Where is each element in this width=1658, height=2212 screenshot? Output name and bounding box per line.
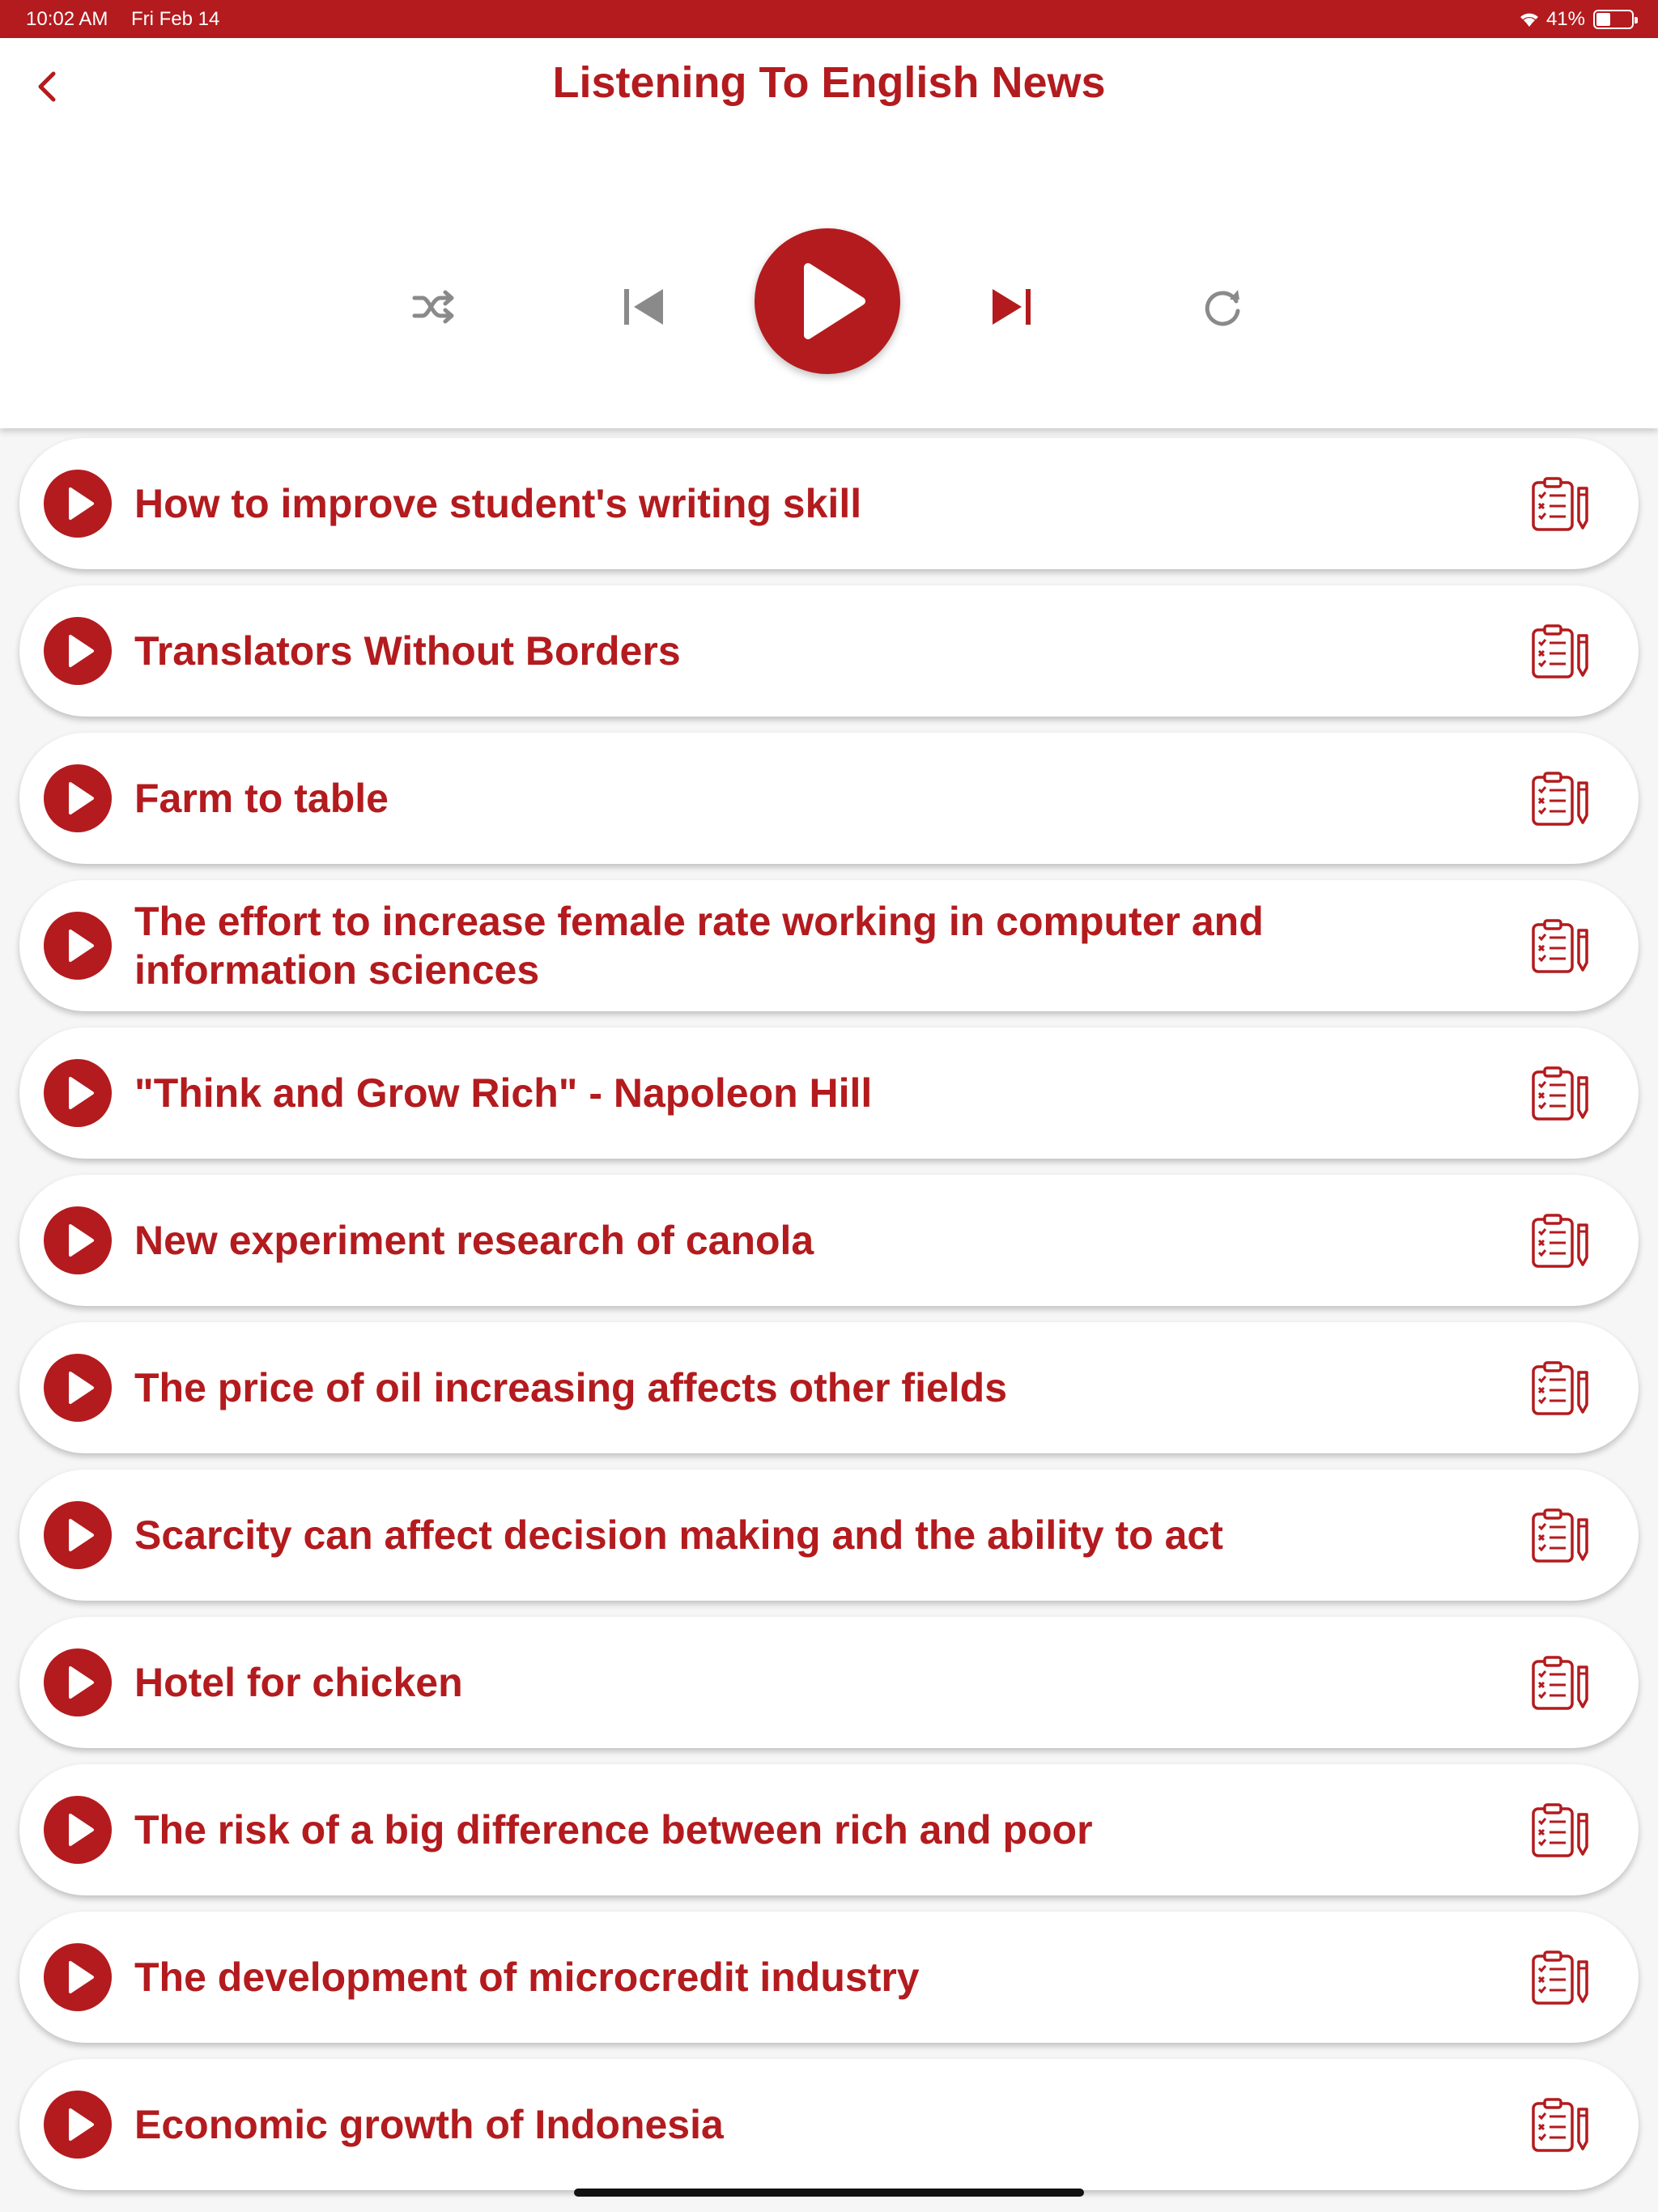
item-play-button[interactable] (44, 1501, 112, 1569)
item-play-button[interactable] (44, 1059, 112, 1127)
play-icon (44, 1943, 112, 2011)
home-indicator (574, 2189, 1084, 2197)
clipboard-quiz-icon (1528, 1803, 1593, 1860)
item-title: The effort to increase female rate working in computer and information sciences (134, 899, 1264, 993)
item-title: "Think and Grow Rich" - Napoleon Hill (134, 1070, 873, 1116)
item-play-button[interactable] (44, 2091, 112, 2159)
item-title: Farm to table (134, 776, 389, 821)
shuffle-icon (405, 279, 461, 335)
next-icon (980, 274, 1044, 339)
play-icon (44, 912, 112, 980)
play-icon (44, 1354, 112, 1422)
list-item[interactable] (19, 733, 1639, 864)
clipboard-quiz-icon (1528, 919, 1593, 976)
play-icon (44, 1501, 112, 1569)
list-item[interactable] (19, 1470, 1639, 1601)
item-play-button[interactable] (44, 617, 112, 685)
quiz-button[interactable] (1528, 1950, 1593, 2007)
clipboard-quiz-icon (1528, 2098, 1593, 2155)
list-item[interactable] (19, 880, 1639, 1011)
quiz-button[interactable] (1528, 1066, 1593, 1123)
wifi-icon (1517, 10, 1541, 29)
quiz-button[interactable] (1528, 1214, 1593, 1270)
play-icon (755, 228, 900, 374)
play-icon (44, 1059, 112, 1127)
quiz-button[interactable] (1528, 1361, 1593, 1418)
clipboard-quiz-icon (1528, 624, 1593, 681)
clipboard-quiz-icon (1528, 477, 1593, 534)
list-item[interactable] (19, 438, 1639, 569)
play-icon (44, 1796, 112, 1864)
list-item[interactable] (19, 1912, 1639, 2043)
item-play-button[interactable] (44, 1943, 112, 2011)
status-bar (0, 0, 1658, 38)
battery-fill (1596, 13, 1610, 26)
item-play-button[interactable] (44, 1354, 112, 1422)
item-title: How to improve student's writing skill (134, 481, 862, 526)
quiz-button[interactable] (1528, 1656, 1593, 1712)
item-play-button[interactable] (44, 1648, 112, 1716)
clipboard-quiz-icon (1528, 1656, 1593, 1712)
quiz-button[interactable] (1528, 919, 1593, 976)
page-title: Listening To English News (552, 58, 1106, 107)
item-title: The price of oil increasing affects other fields (134, 1365, 1008, 1410)
item-title: Hotel for chicken (134, 1660, 463, 1705)
list-item[interactable] (19, 1322, 1639, 1453)
clipboard-quiz-icon (1528, 1214, 1593, 1270)
battery-percent: 41% (1545, 8, 1585, 30)
item-title: The risk of a big difference between rich and poor (134, 1807, 1093, 1853)
play-icon (44, 1206, 112, 1274)
clipboard-quiz-icon (1528, 1066, 1593, 1123)
item-play-button[interactable] (44, 470, 112, 538)
player-header (0, 38, 1658, 428)
repeat-icon (1194, 279, 1251, 335)
quiz-button[interactable] (1528, 1803, 1593, 1860)
play-button[interactable] (755, 228, 900, 374)
quiz-button[interactable] (1528, 772, 1593, 828)
item-play-button[interactable] (44, 1796, 112, 1864)
previous-icon (611, 274, 676, 339)
list-item[interactable] (19, 1027, 1639, 1159)
item-title: New experiment research of canola (134, 1218, 814, 1263)
list-item[interactable] (19, 1617, 1639, 1748)
quiz-button[interactable] (1528, 1508, 1593, 1565)
clipboard-quiz-icon (1528, 1361, 1593, 1418)
play-icon (44, 2091, 112, 2159)
clipboard-quiz-icon (1528, 772, 1593, 828)
status-time: 10:02 AM (26, 8, 108, 30)
item-play-button[interactable] (44, 912, 112, 980)
play-icon (44, 617, 112, 685)
repeat-button[interactable] (1194, 279, 1251, 335)
play-icon (44, 764, 112, 832)
status-right (1517, 0, 1634, 38)
list-item[interactable] (19, 2059, 1639, 2190)
play-icon (44, 1648, 112, 1716)
play-icon (44, 470, 112, 538)
list-item[interactable] (19, 1175, 1639, 1306)
item-title: The development of microcredit industry (134, 1955, 920, 2000)
clipboard-quiz-icon (1528, 1508, 1593, 1565)
battery-icon (1593, 10, 1634, 29)
clipboard-quiz-icon (1528, 1950, 1593, 2007)
quiz-button[interactable] (1528, 2098, 1593, 2155)
quiz-button[interactable] (1528, 477, 1593, 534)
item-play-button[interactable] (44, 1206, 112, 1274)
item-play-button[interactable] (44, 764, 112, 832)
quiz-button[interactable] (1528, 624, 1593, 681)
list-item[interactable] (19, 585, 1639, 717)
item-title: Scarcity can affect decision making and the ability to act (134, 1512, 1223, 1558)
status-date: Fri Feb 14 (131, 8, 220, 30)
previous-button[interactable] (611, 274, 676, 339)
shuffle-button[interactable] (405, 279, 461, 335)
list-item[interactable] (19, 1764, 1639, 1895)
item-title: Translators Without Borders (134, 628, 681, 674)
item-title: Economic growth of Indonesia (134, 2102, 724, 2147)
next-button[interactable] (980, 274, 1044, 339)
